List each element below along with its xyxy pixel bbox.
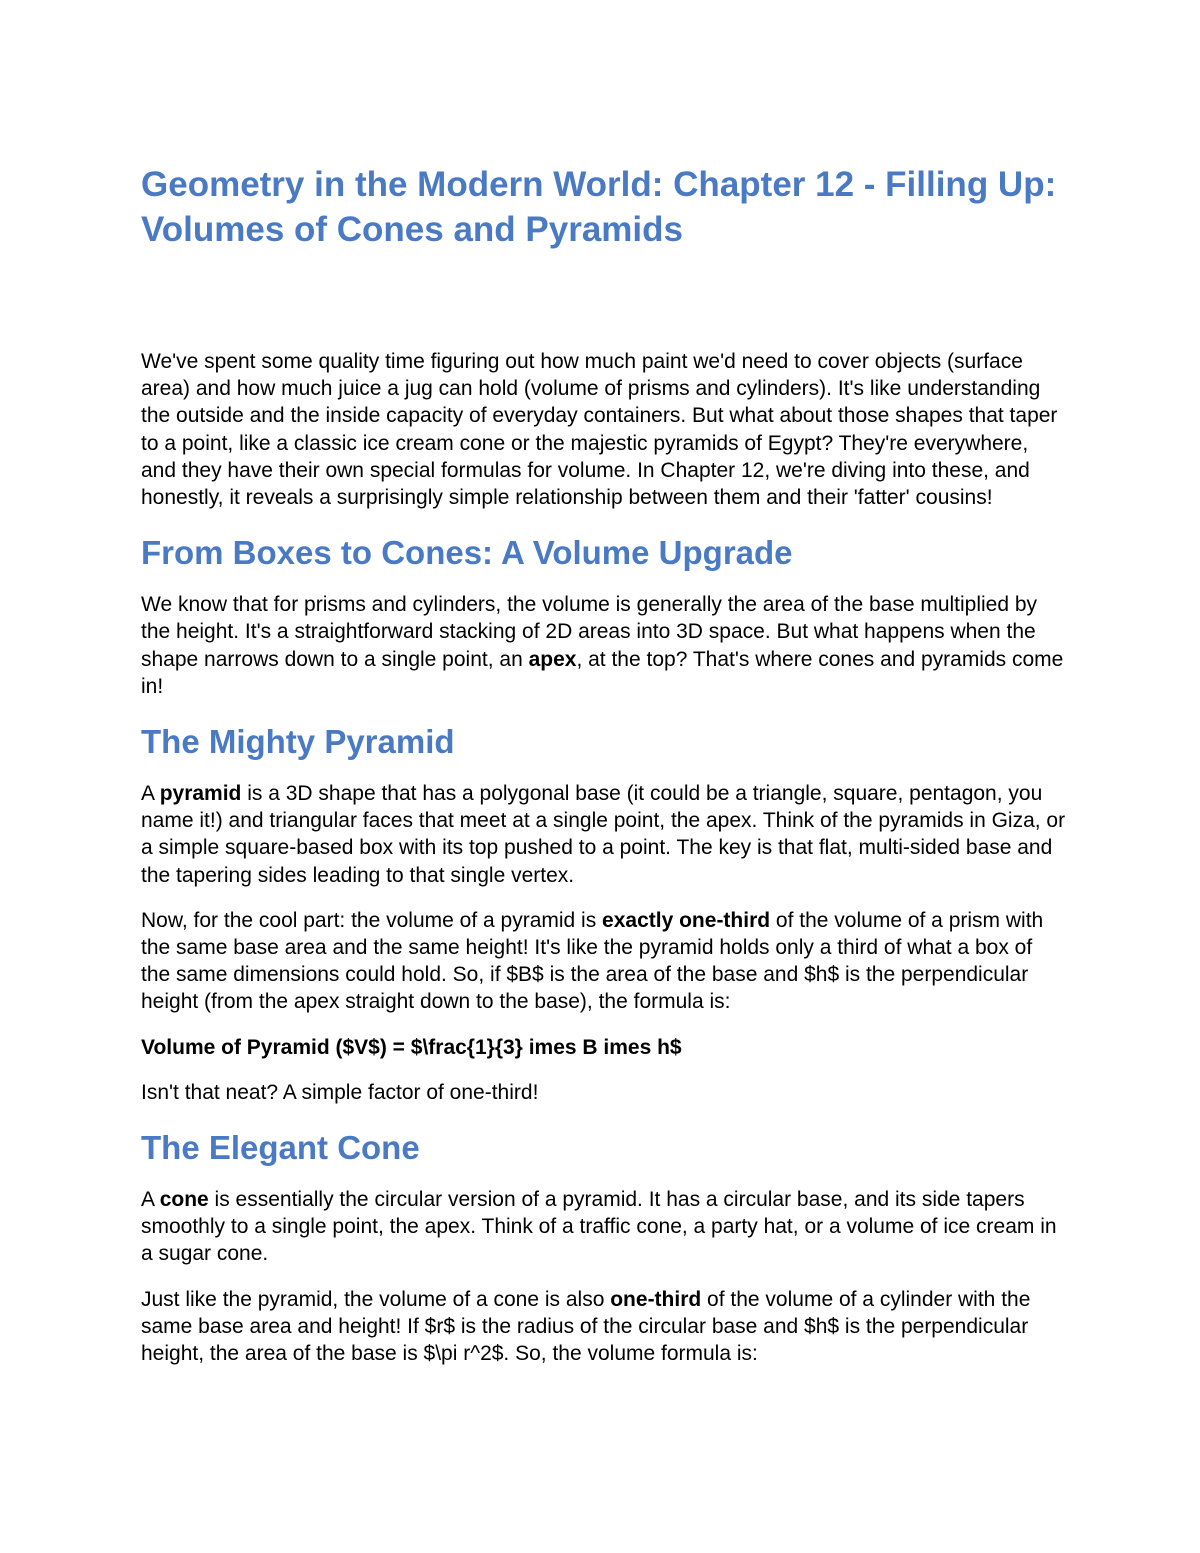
text-run: Just like the pyramid, the volume of a cone is also [141, 1287, 611, 1311]
text-run: Now, for the cool part: the volume of a pyramid is [141, 908, 603, 932]
bold-term-one-third: one-third [610, 1287, 702, 1311]
document-body [141, 162, 1066, 1367]
cone-volume-paragraph [141, 1286, 1066, 1368]
pyramid-remark: Isn't that neat? A simple factor of one-third! [141, 1080, 539, 1104]
pyramid-volume-paragraph [141, 907, 1066, 1016]
text-run: is a 3D shape that has a polygonal base (it could be a triangle, square, pentagon, you name it!) and triangular faces that meet at a single point, the apex. Think of the pyramids in Giza, or a simple square-based box with its top pushed to a point. The key is that flat, multi-sided base and the tapering sides leading to that single vertex. [141, 782, 1066, 887]
text-run: We know that for prisms and cylinders, the volume is generally the area of the base multiplied by the height. It's a straightforward stacking of 2D areas into 3D space. But what happens when the shape narrows down to a single point, an [141, 593, 1038, 671]
bold-term-pyramid: pyramid [159, 782, 242, 806]
text-run: is essentially the circular version of a pyramid. It has a circular base, and its side tapers smoothly to a single point, the apex. Think of a traffic cone, a party hat, or a volume of ice cream in a sugar cone. [141, 1188, 1057, 1266]
text-run: of the volume of a prism with the same base area and the same height! It's like the pyramid holds only a third of what a box of the same dimensions could hold. So, if $B$ is the area of the base and $h$ is the perpendicular height (from the apex straight down to the base), the formula is: [141, 908, 1044, 1014]
pyramid-formula: Volume of Pyramid ($V$) = $\frac{1}{3} imes B imes h$ [141, 1035, 682, 1059]
intro-paragraph: We've spent some quality time figuring out how much paint we'd need to cover objects (surface area) and how much juice a jug can hold (volume of prisms and cylinders). It's like understanding the outside and the inside capacity of everyday containers. But what about those shapes that taper to a point, like a classic ice cream cone or the majestic pyramids of Egypt? They're everywhere, and they have their own special formulas for volume. In Chapter 12, we're diving into these, and honestly, it reveals a surprisingly simple relationship between them and their 'fatter' cousins! [141, 350, 1058, 510]
bold-term-apex: apex [528, 647, 577, 671]
text-run: A [141, 782, 160, 806]
cone-definition-paragraph [141, 1186, 1066, 1268]
bold-term-cone: cone [159, 1188, 209, 1212]
section1-paragraph [141, 591, 1066, 700]
page-title: Geometry in the Modern World: Chapter 12 - Filling Up: Volumes of Cones and Pyramids [141, 165, 1057, 249]
section-heading-boxes-to-cones: From Boxes to Cones: A Volume Upgrade [141, 534, 793, 572]
text-run: of the volume of a cylinder with the same base area and height! If $r$ is the radius of the circular base and $h$ is the perpendicular height, the area of the base is $\pi r^2$. So, the volume formula is: [141, 1287, 1031, 1366]
section-heading-elegant-cone: The Elegant Cone [141, 1129, 420, 1167]
text-run: , at the top? That's where cones and pyramids come in! [141, 647, 1064, 698]
section-heading-mighty-pyramid: The Mighty Pyramid [141, 723, 455, 761]
bold-term-exactly-one-third: exactly one-third [602, 908, 771, 932]
pyramid-definition-paragraph [141, 780, 1066, 889]
text-run: A [141, 1188, 160, 1212]
